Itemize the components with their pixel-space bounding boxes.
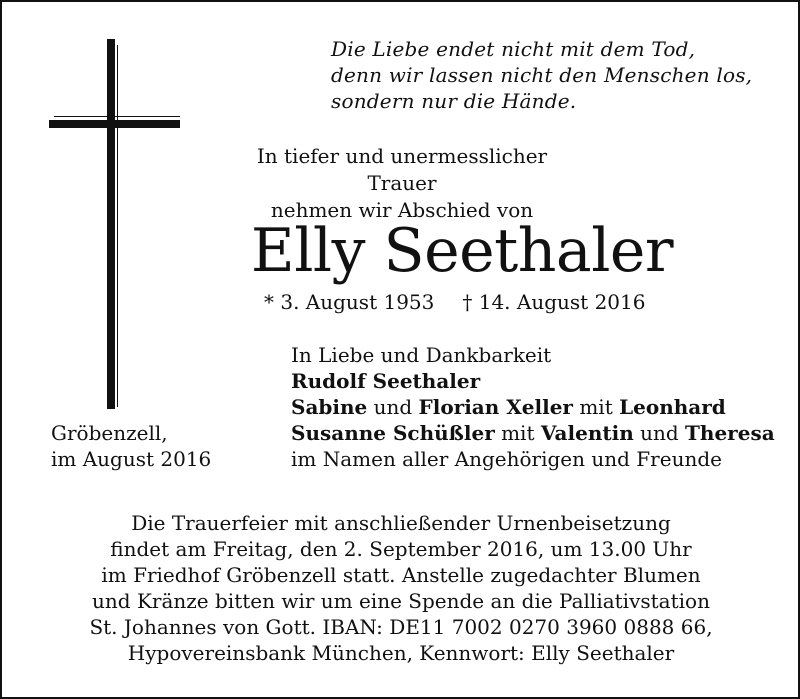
connector-text: mit	[494, 421, 541, 445]
mourner-name: Leonhard	[619, 395, 726, 419]
cross-horizontal-beam	[49, 120, 180, 128]
place-and-date	[51, 420, 211, 472]
mourners-list	[291, 342, 775, 472]
mourner-name: Florian Xeller	[418, 395, 573, 419]
mourner-name: Sabine	[291, 395, 368, 419]
intro-line: nehmen wir Abschied von	[270, 198, 534, 222]
intro-line: In tiefer und unermesslicher Trauer	[256, 144, 548, 195]
info-line: findet am Freitag, den 2. September 2016, um 13.00 Uhr	[110, 537, 692, 561]
connector-text: und	[367, 395, 419, 419]
mourner-name: Susanne Schüßler	[291, 421, 495, 445]
mourner-name: Valentin	[540, 421, 634, 445]
mourners-closing: im Namen aller Angehörigen und Freunde	[291, 447, 722, 471]
place-date: im August 2016	[51, 447, 212, 471]
connector-text: mit	[572, 395, 620, 419]
life-dates	[264, 289, 645, 315]
info-line: und Kränze bitten wir um eine Spende an die Palliativstation	[92, 589, 710, 613]
quote-line: denn wir lassen nicht den Menschen los,	[331, 63, 753, 87]
mourner-line	[291, 420, 775, 446]
info-line: Die Trauerfeier mit anschließender Urnenbeisetzung	[131, 511, 671, 535]
mourner-name: Rudolf Seethaler	[291, 369, 481, 393]
quote-line: sondern nur die Hände.	[331, 89, 577, 113]
death-date: † 14. August 2016	[462, 290, 646, 314]
birth-date: * 3. August 1953	[264, 290, 435, 314]
quote-line: Die Liebe endet nicht mit dem Tod,	[331, 37, 696, 61]
mourner-line	[291, 368, 775, 394]
connector-text: und	[633, 421, 686, 445]
intro-text	[242, 143, 562, 224]
funeral-info	[22, 510, 780, 666]
memorial-quote	[331, 36, 752, 114]
mourner-line	[291, 394, 775, 420]
info-line: Hypovereinsbank München, Kennwort: Elly Seethaler	[127, 641, 675, 665]
cross-vertical-beam	[107, 39, 115, 409]
deceased-name: Elly Seethaler	[250, 216, 674, 286]
mourner-name: Theresa	[685, 421, 775, 445]
mourners-heading: In Liebe und Dankbarkeit	[291, 343, 552, 367]
info-line: im Friedhof Gröbenzell statt. Anstelle zugedachter Blumen	[101, 563, 701, 587]
info-line: St. Johannes von Gott. IBAN: DE11 7002 0270 3960 0888 66,	[89, 615, 713, 639]
place-city: Gröbenzell,	[51, 421, 168, 445]
